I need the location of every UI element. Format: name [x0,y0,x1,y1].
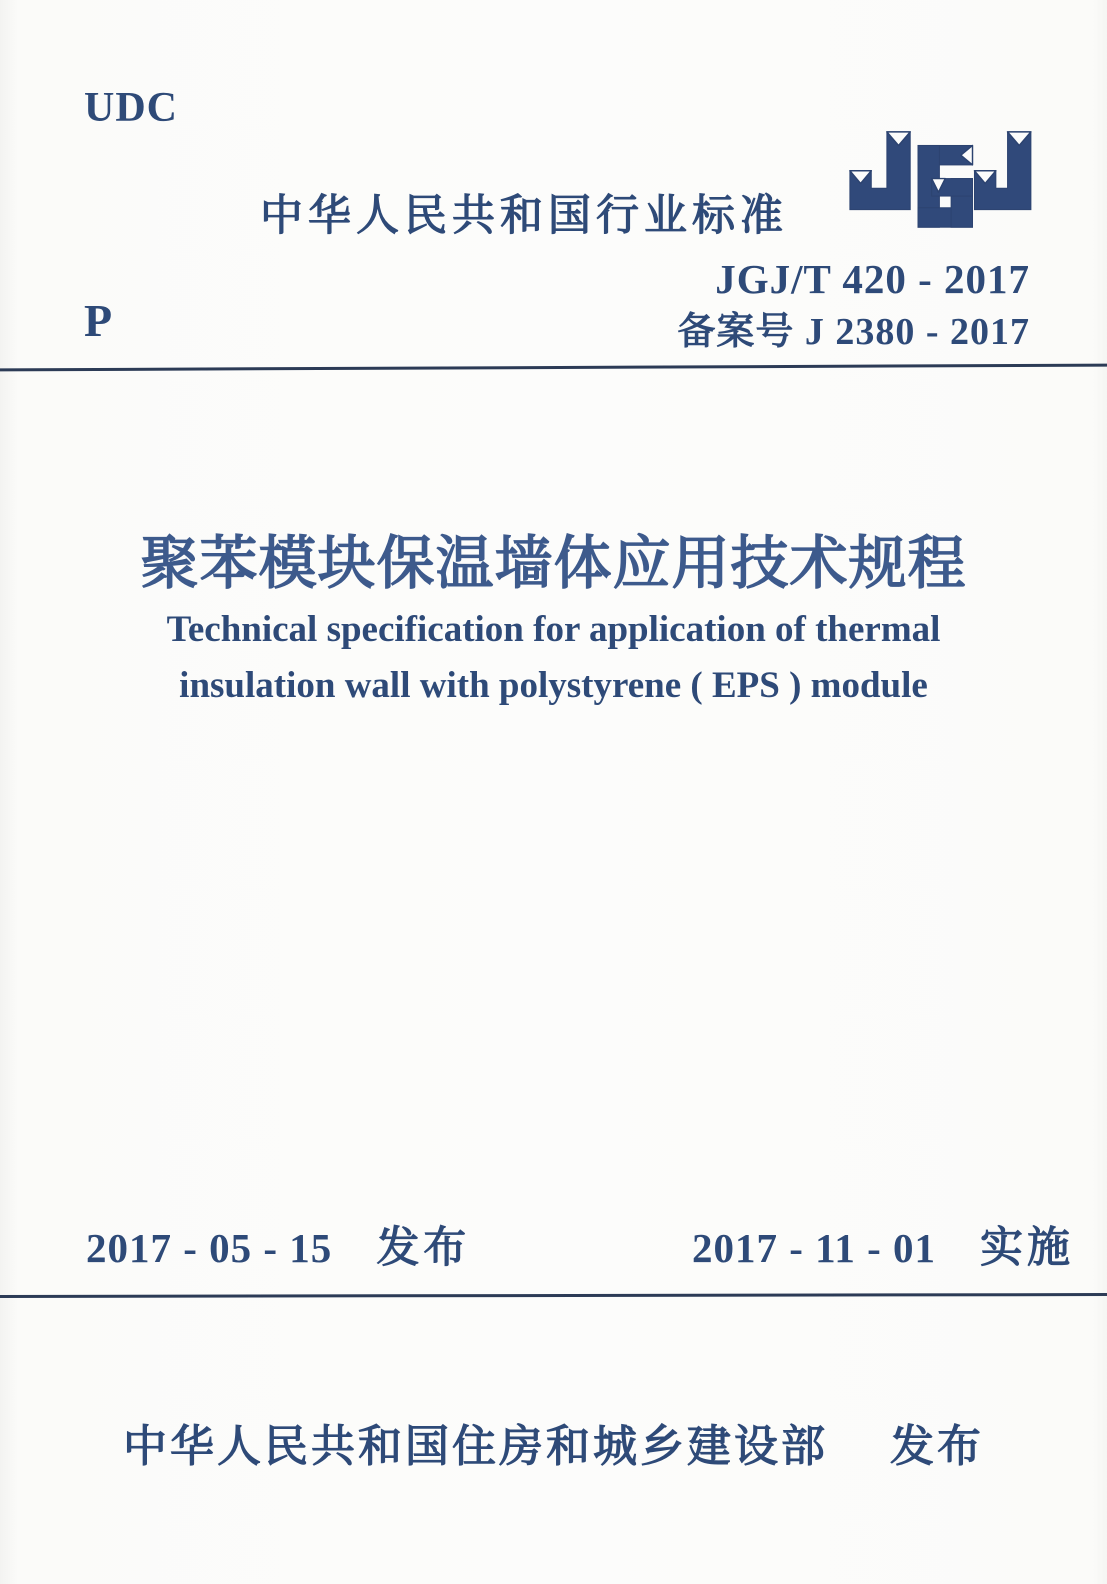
title-chinese: 聚苯模块保温墙体应用技术规程 [140,531,967,596]
implement-date-group [692,1214,1074,1275]
implement-label: 实施 [980,1224,1075,1272]
publisher-name: 中华人民共和国住房和城乡建设部 [123,1422,828,1471]
implement-date: 2017 - 11 - 01 [692,1225,937,1271]
issue-date-group [86,1214,470,1275]
divider-top [0,364,1107,372]
publisher-action-label: 发布 [890,1422,984,1471]
title-english-line1: Technical specification for application of thermal [166,609,941,650]
publisher-row [0,1410,1107,1474]
issue-date: 2017 - 05 - 15 [86,1225,333,1271]
title-english-line2: insulation wall with polystyrene ( EPS ) module [179,665,928,706]
jgj-logo [834,126,1039,235]
udc-code: UDC [84,85,178,131]
standard-number: JGJ/T 420 - 2017 [715,256,1030,302]
record-number: 备案号 J 2380 - 2017 [677,311,1030,353]
standard-category-title: 中华人民共和国行业标准 [260,192,788,240]
classification-code: P [84,295,113,346]
issue-label: 发布 [376,1224,471,1272]
divider-bottom [0,1293,1107,1298]
